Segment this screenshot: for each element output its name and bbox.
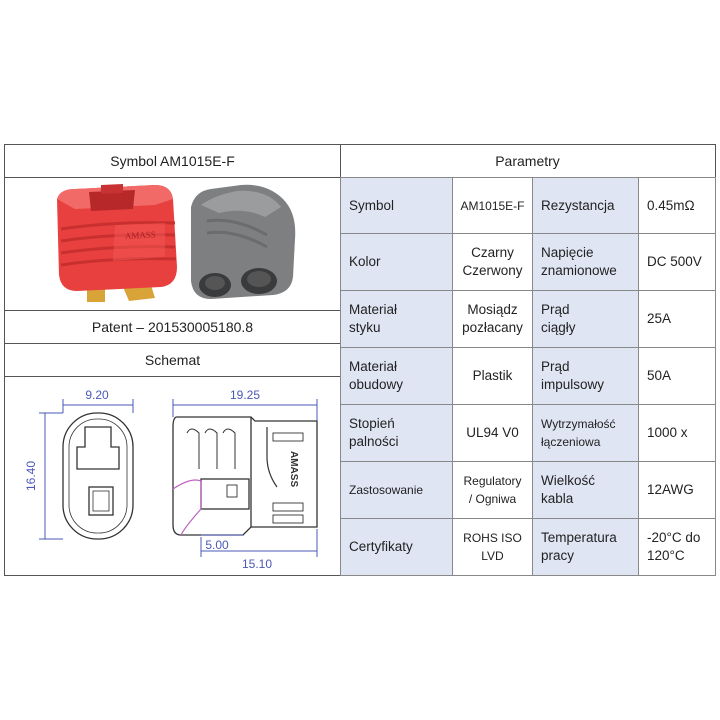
param-label: Wielkość kabla bbox=[533, 462, 639, 519]
front-view bbox=[63, 413, 133, 539]
param-value: Mosiądz pozłacany bbox=[453, 291, 533, 348]
red-connector bbox=[57, 184, 177, 302]
spec-sheet bbox=[4, 144, 716, 576]
table-row bbox=[341, 291, 716, 348]
table-row bbox=[341, 462, 716, 519]
table-row bbox=[341, 234, 716, 291]
param-value: Plastik bbox=[453, 348, 533, 405]
left-column bbox=[5, 145, 341, 575]
param-label: Rezystancja bbox=[533, 178, 639, 234]
param-value: 25A bbox=[639, 291, 716, 348]
dim-length-total: 19.25 bbox=[229, 388, 261, 402]
param-value: AM1015E-F bbox=[453, 178, 533, 234]
param-label: Kolor bbox=[341, 234, 453, 291]
dim-height-front: 16.40 bbox=[24, 460, 38, 492]
amass-logo-text: AMASS bbox=[124, 229, 157, 241]
parametry-header: Parametry bbox=[340, 145, 715, 178]
schematic-amass-text: AMASS bbox=[288, 451, 299, 488]
param-value: 12AWG bbox=[639, 462, 716, 519]
param-value: -20°C do 120°C bbox=[639, 519, 716, 576]
dim-width-front: 9.20 bbox=[85, 388, 109, 402]
schematic-svg bbox=[5, 377, 340, 575]
table-row bbox=[341, 519, 716, 576]
schematic-drawing bbox=[5, 377, 340, 575]
param-label: Materiał obudowy bbox=[341, 348, 453, 405]
param-label: Materiał styku bbox=[341, 291, 453, 348]
table-row bbox=[341, 178, 716, 234]
param-label: Symbol bbox=[341, 178, 453, 234]
param-label: Napięcie znamionowe bbox=[533, 234, 639, 291]
product-photo bbox=[5, 177, 340, 311]
param-label: Temperatura pracy bbox=[533, 519, 639, 576]
param-value: UL94 V0 bbox=[453, 405, 533, 462]
param-label: Prąd ciągły bbox=[533, 291, 639, 348]
table-row bbox=[341, 405, 716, 462]
table-row bbox=[341, 348, 716, 405]
symbol-header: Symbol AM1015E-F bbox=[5, 145, 340, 178]
dim-pin-offset: 5.00 bbox=[205, 538, 229, 552]
param-label: Wytrzymałość łączeniowa bbox=[533, 405, 639, 462]
connector-illustration bbox=[5, 177, 340, 310]
param-label: Zastosowanie bbox=[341, 462, 453, 519]
patent-label: Patent – 201530005180.8 bbox=[5, 311, 340, 344]
param-label: Prąd impulsowy bbox=[533, 348, 639, 405]
param-label: Certyfikaty bbox=[341, 519, 453, 576]
schemat-header: Schemat bbox=[5, 344, 340, 377]
param-value: 1000 x bbox=[639, 405, 716, 462]
param-value: 50A bbox=[639, 348, 716, 405]
param-value: Regulatory / Ogniwa bbox=[453, 462, 533, 519]
param-value: ROHS ISO LVD bbox=[453, 519, 533, 576]
param-label: Stopień palności bbox=[341, 405, 453, 462]
dim-length-body: 15.10 bbox=[241, 557, 273, 571]
param-value: DC 500V bbox=[639, 234, 716, 291]
right-column bbox=[340, 145, 715, 575]
param-value: 0.45mΩ bbox=[639, 178, 716, 234]
param-value: Czarny Czerwony bbox=[453, 234, 533, 291]
gray-cover bbox=[191, 185, 295, 299]
parameters-table bbox=[340, 177, 716, 576]
